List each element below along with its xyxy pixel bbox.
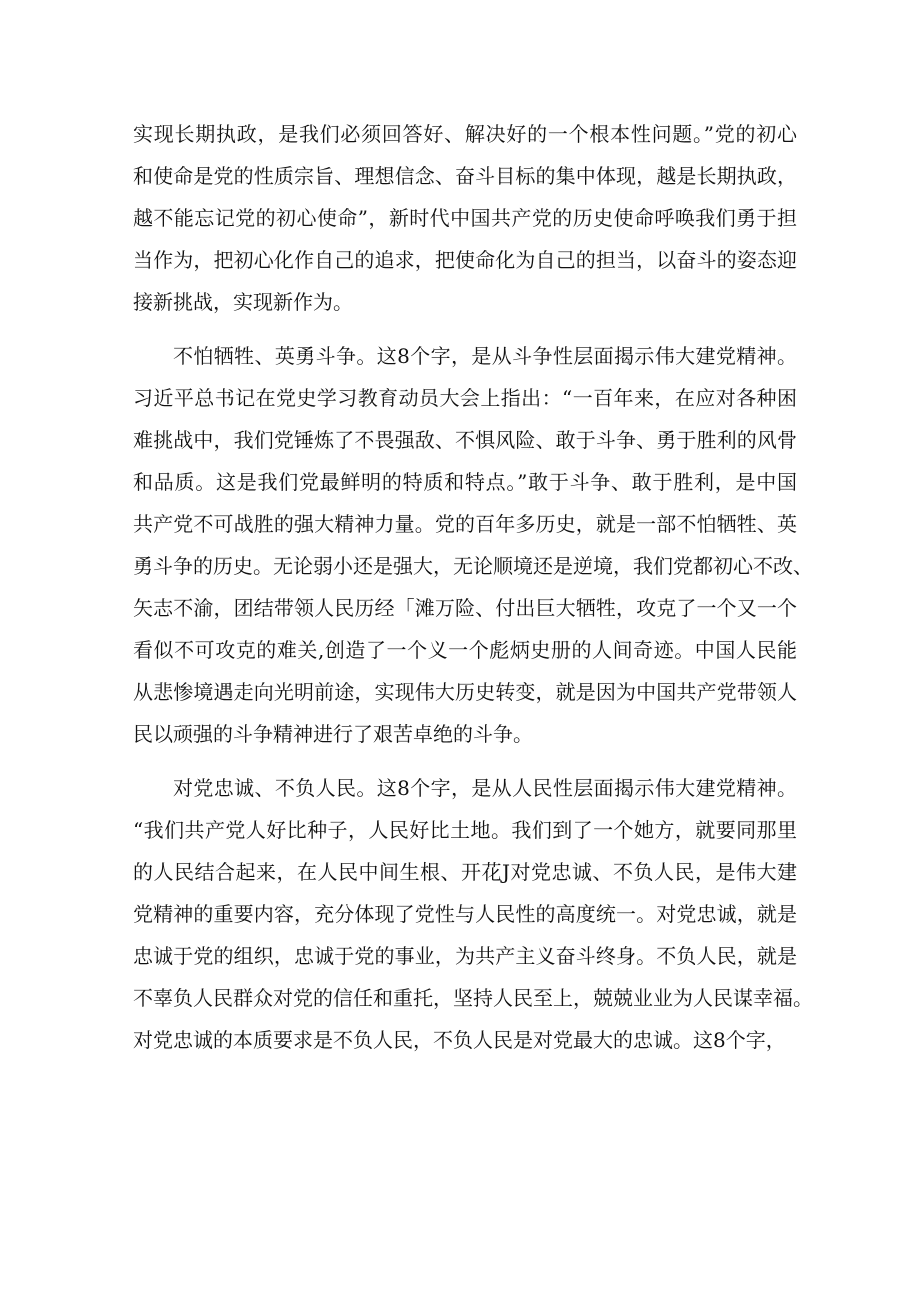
text-line: 民以顽强的斗争精神进行了艰苦卓绝的斗争。 [133,722,533,746]
text-line: 看似不可攻克的难关,创造了一个义一个彪炳史册的人间奇迹。中国人民能 [133,638,797,662]
text-line: 共产党不可战胜的强大精神力量。党的百年多历史，就是一部不怕牺牲、英 [133,512,797,536]
text-line: 对党忠诚、不负人民。这8个字，是从人民性层面揭示伟大建党精神。 [173,776,797,800]
text-line: 勇斗争的历史。无论弱小还是强大，无论顺境还是逆境，我们党都初心不改、 [133,554,813,578]
text-line: 矢志不渝，团结带领人民历经「滩万险、付出巨大牺牲，攻克了一个又一个 [133,596,797,620]
paragraph-spacer [133,755,797,767]
text-line: 忠诚于党的组织，忠诚于党的事业，为共产主义奋斗终身。不负人民，就是 [133,944,797,968]
text-line: 越不能忘记党的初心使命”，新时代中国共产党的历史使命呼唤我们勇于担 [133,206,797,230]
document-body [133,113,813,1061]
text-line: 和品质。这是我们党最鲜明的特质和特点。”敢于斗争、敢于胜利，是中国 [133,470,797,494]
text-line: 接新挑战，实现新作为。 [133,290,353,314]
text-line: 从悲惨境遇走向光明前途，实现伟大历史转变，就是因为中国共产党带领人 [133,680,797,704]
text-line: 当作为，把初心化作自己的追求，把使命化为自己的担当，以奋斗的姿态迎 [133,248,797,272]
paragraph-2 [133,335,813,755]
paragraph-3 [133,767,813,1061]
paragraph-1 [133,113,797,323]
text-line: 实现长期执政，是我们必须回答好、解决好的一个根本性问题。”党的初心 [133,122,797,146]
text-line: 党精神的重要内容，充分体现了党性与人民性的高度统一。对党忠诚，就是 [133,902,797,926]
text-line: 不怕牺牲、英勇斗争。这8个字，是从斗争性层面揭示伟大建党精神。 [173,344,797,368]
text-line: 和使命是党的性质宗旨、理想信念、奋斗目标的集中体现，越是长期执政， [133,164,797,188]
text-line: 对党忠诚的本质要求是不负人民，不负人民是对党最大的忠诚。这8个字， [133,1028,786,1052]
text-line: 的人民结合起来，在人民中间生根、开花J对党忠诚、不负人民，是伟大建 [133,860,797,884]
text-line: 难挑战中，我们党锤炼了不畏强敌、不惧风险、敢于斗争、勇于胜利的风骨 [133,428,797,452]
text-line: 习近平总书记在党史学习教育动员大会上指出：“一百年来，在应对各种困 [133,386,797,410]
text-line: 不辜负人民群众对党的信任和重托，坚持人民至上，兢兢业业为人民谋幸福。 [133,986,813,1010]
paragraph-spacer [133,323,797,335]
text-line: “我们共产党人好比种子，人民好比土地。我们到了一个她方，就要同那里 [133,818,797,842]
